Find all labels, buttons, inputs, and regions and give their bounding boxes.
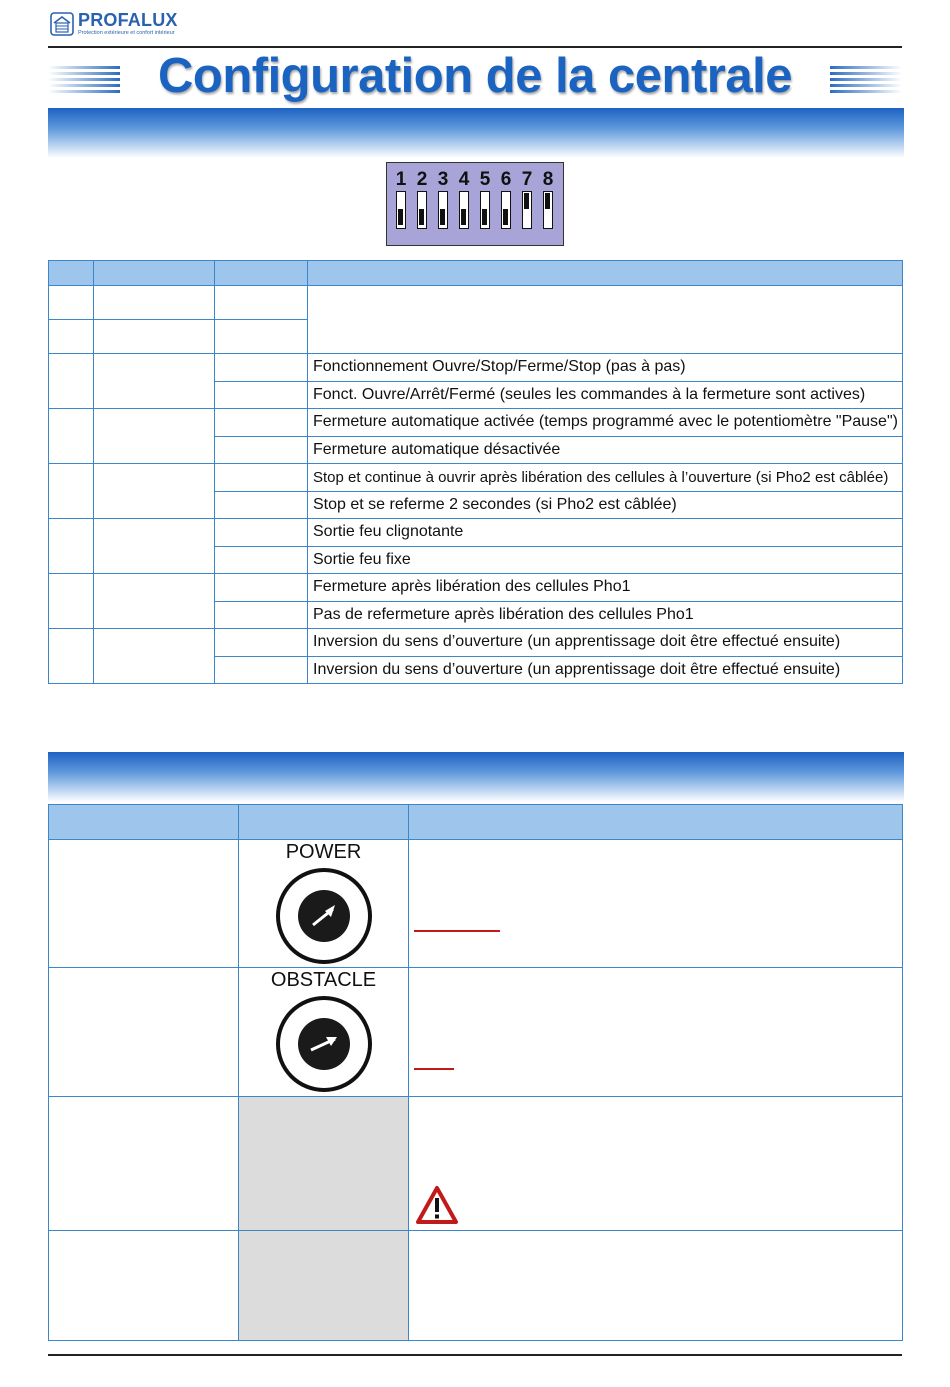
table-cell-description: Sortie feu fixe [308, 546, 903, 574]
table-row [49, 968, 903, 1097]
section-band-1 [48, 108, 904, 158]
table-cell-description: Fermeture automatique activée (temps programmé avec le potentiomètre "Pause") [308, 409, 903, 437]
dip-switch-toggle [417, 191, 427, 229]
underline-mark [414, 1068, 454, 1070]
table-cell-description: Fonctionnement Ouvre/Stop/Ferme/Stop (pas à pas) [308, 354, 903, 382]
table-row [49, 1097, 903, 1231]
dip-number: 1 [395, 169, 407, 190]
dip-number: 4 [458, 169, 470, 190]
dip-switch-toggle [396, 191, 406, 229]
title-decoration-left [48, 66, 120, 94]
table-cell-description: Inversion du sens d’ouverture (un apprentissage doit être effectué ensuite) [308, 629, 903, 657]
table-cell-description: Fonct. Ouvre/Arrêt/Fermé (seules les commandes à la fermeture sont actives) [308, 381, 903, 409]
table-row [49, 840, 903, 968]
dip-switch-toggle [438, 191, 448, 229]
dip-switch-table [48, 260, 903, 684]
table-row [49, 464, 903, 492]
brand-tagline: Protection extérieure et confort intérieur [78, 30, 175, 36]
house-logo-icon [50, 12, 74, 36]
dip-switch-toggle [522, 191, 532, 229]
potentiometer-table [48, 804, 903, 1341]
table-row [49, 574, 903, 602]
obstacle-knob-cell [239, 968, 409, 1097]
dip-number: 2 [416, 169, 428, 190]
dip-number: 5 [479, 169, 491, 190]
dip-number: 7 [521, 169, 533, 190]
obstacle-label: OBSTACLE [270, 969, 377, 991]
bottom-divider [48, 1354, 902, 1356]
dip-number: 8 [542, 169, 554, 190]
dip-number: 6 [500, 169, 512, 190]
table-row [49, 354, 903, 382]
table-row [49, 519, 903, 547]
dip-switch-toggle [501, 191, 511, 229]
power-potentiometer-icon [275, 867, 373, 965]
table-cell-description: Fermeture après libération des cellules Pho1 [308, 574, 903, 602]
page-title: Configuration de la centrale [158, 49, 792, 103]
table-header-row [49, 805, 903, 840]
title-decoration-right [830, 66, 902, 94]
table-cell-description [308, 286, 903, 354]
power-label: POWER [285, 841, 362, 863]
dip-switch-diagram [386, 162, 564, 246]
table-cell-description: Inversion du sens d’ouverture (un apprentissage doit être effectué ensuite) [308, 656, 903, 684]
warning-icon [415, 1185, 459, 1225]
dip-switch-toggle [543, 191, 553, 229]
table-header-row [49, 261, 903, 286]
dip-number: 3 [437, 169, 449, 190]
table-cell-description: Stop et continue à ouvrir après libération des cellules à l’ouverture (si Pho2 est câblée) [308, 464, 903, 492]
brand-name: PROFALUX [78, 10, 178, 30]
table-cell-description: Stop et se referme 2 secondes (si Pho2 est câblée) [308, 491, 903, 519]
dip-switch-toggle [459, 191, 469, 229]
underline-mark [414, 930, 500, 932]
table-row [49, 286, 903, 320]
table-row [49, 629, 903, 657]
table-row [49, 1231, 903, 1341]
obstacle-potentiometer-icon [275, 995, 373, 1093]
table-row [49, 409, 903, 437]
table-cell-description: Sortie feu clignotante [308, 519, 903, 547]
dip-switch-toggle [480, 191, 490, 229]
power-knob-cell [239, 840, 409, 968]
table-cell-description: Pas de refermeture après libération des cellules Pho1 [308, 601, 903, 629]
table-cell-description: Fermeture automatique désactivée [308, 436, 903, 464]
section-band-2 [48, 752, 904, 802]
profalux-logo [50, 10, 178, 38]
